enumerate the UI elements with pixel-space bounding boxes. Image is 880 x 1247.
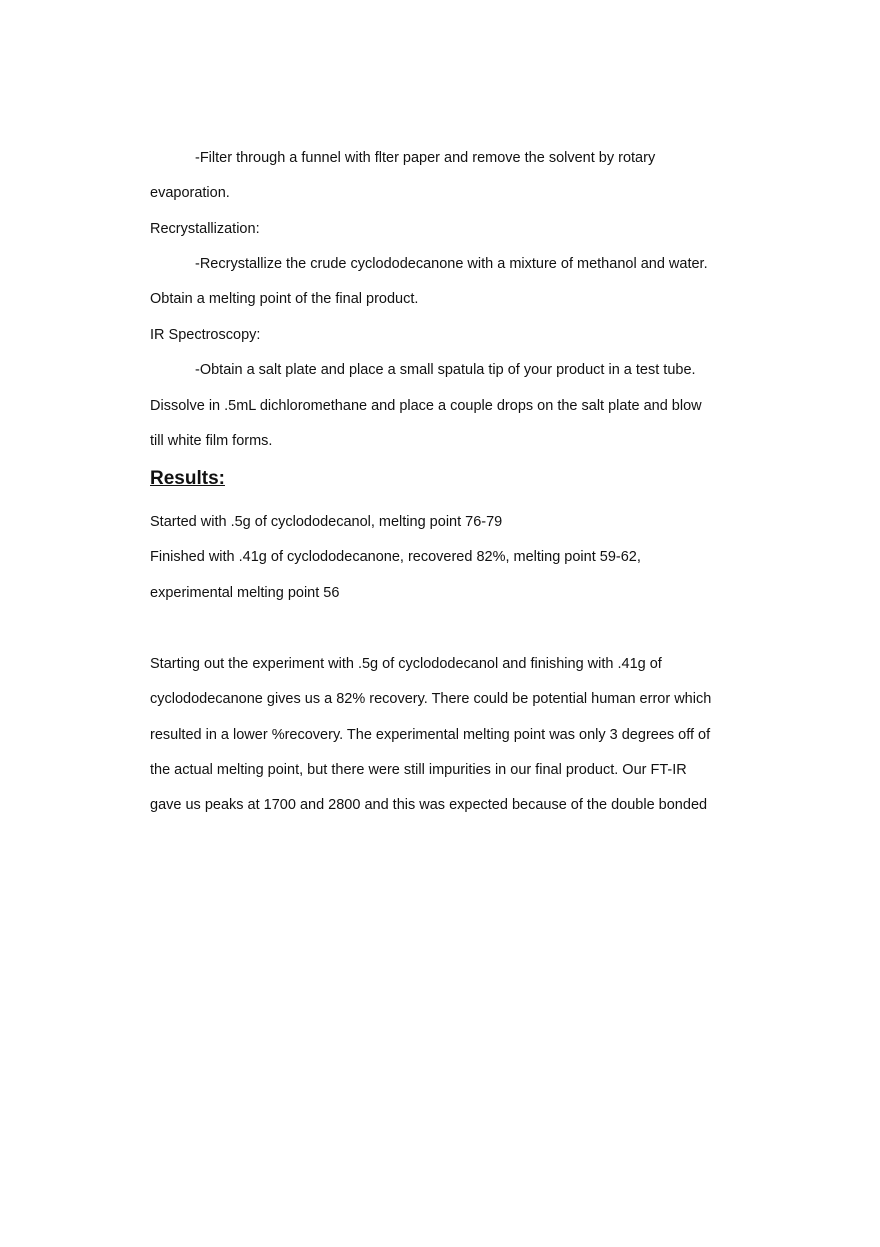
discussion-line-1: Starting out the experiment with .5g of cyclododecanol and finishing with .41g of (150, 656, 662, 672)
ir-step-line-2: Dissolve in .5mL dichloromethane and place a couple drops on the salt plate and blow (150, 398, 702, 414)
ir-spectroscopy-heading: IR Spectroscopy: (150, 327, 261, 343)
results-heading: Results: (150, 468, 225, 489)
results-start-line: Started with .5g of cyclododecanol, melting point 76-79 (150, 514, 503, 530)
filter-step-line-2: evaporation. (150, 185, 230, 201)
recrystallization-heading: Recrystallization: (150, 221, 260, 237)
discussion-line-3: resulted in a lower %recovery. The experimental melting point was only 3 degrees off of (150, 727, 711, 743)
ir-step-line-1: -Obtain a salt plate and place a small spatula tip of your product in a test tube. (195, 362, 696, 378)
results-finish-line-1: Finished with .41g of cyclododecanone, recovered 82%, melting point 59-62, (150, 549, 641, 565)
discussion-line-5: gave us peaks at 1700 and 2800 and this was expected because of the double bonded (150, 797, 708, 813)
filter-step-line-1: -Filter through a funnel with flter paper and remove the solvent by rotary (195, 150, 656, 166)
recrystallization-step-line-1: -Recrystallize the crude cyclododecanone with a mixture of methanol and water. (195, 256, 708, 272)
discussion-line-2: cyclododecanone gives us a 82% recovery. There could be potential human error which (150, 691, 712, 707)
results-finish-line-2: experimental melting point 56 (150, 585, 340, 601)
recrystallization-step-line-2: Obtain a melting point of the final product. (150, 291, 419, 307)
ir-step-line-3: till white film forms. (150, 433, 273, 449)
discussion-line-4: the actual melting point, but there were still impurities in our final product. Our FT-IR (150, 762, 687, 778)
